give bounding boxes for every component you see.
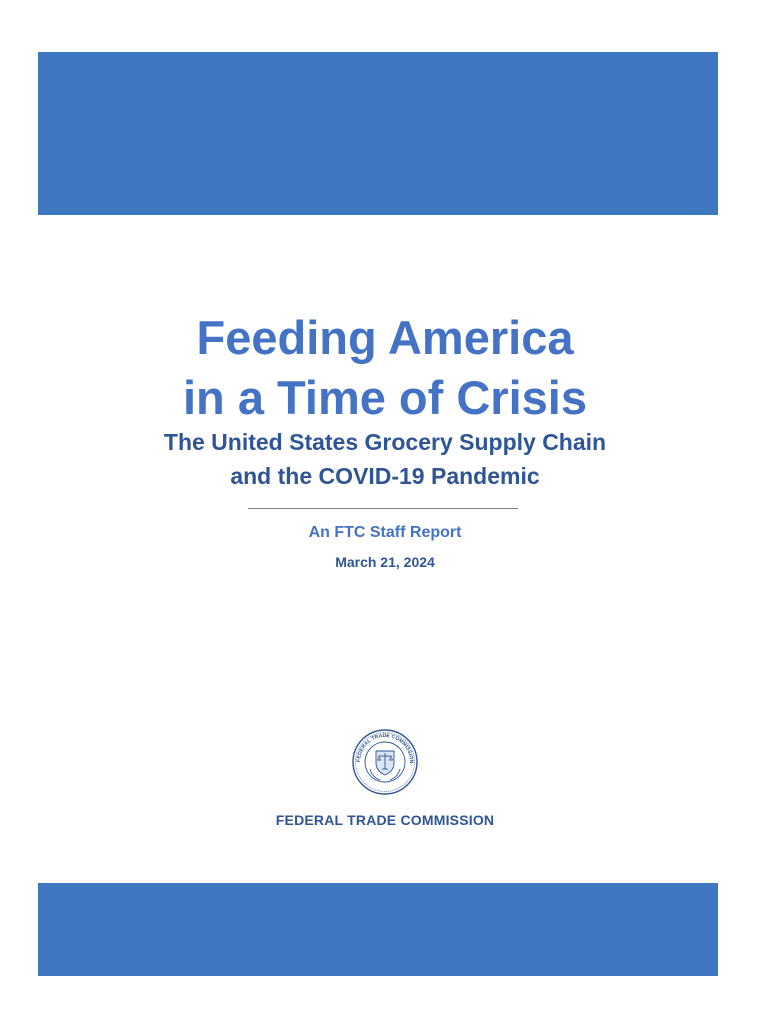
report-label: An FTC Staff Report <box>308 524 462 541</box>
bottom-blue-band <box>38 883 718 976</box>
title-line-1: Feeding America <box>196 311 574 364</box>
agency-name: FEDERAL TRADE COMMISSION <box>275 812 495 828</box>
seal-ring-text: FEDERAL TRADE COMMISSION <box>355 732 415 764</box>
report-date: March 21, 2024 <box>335 554 435 570</box>
ftc-seal-icon <box>352 729 418 795</box>
top-blue-band <box>38 52 718 215</box>
subtitle-line-2: and the COVID-19 Pandemic <box>230 463 540 489</box>
title-line-2: in a Time of Crisis <box>183 371 587 424</box>
subtitle-line-1: The United States Grocery Supply Chain <box>163 429 607 455</box>
divider-rule <box>248 508 518 509</box>
